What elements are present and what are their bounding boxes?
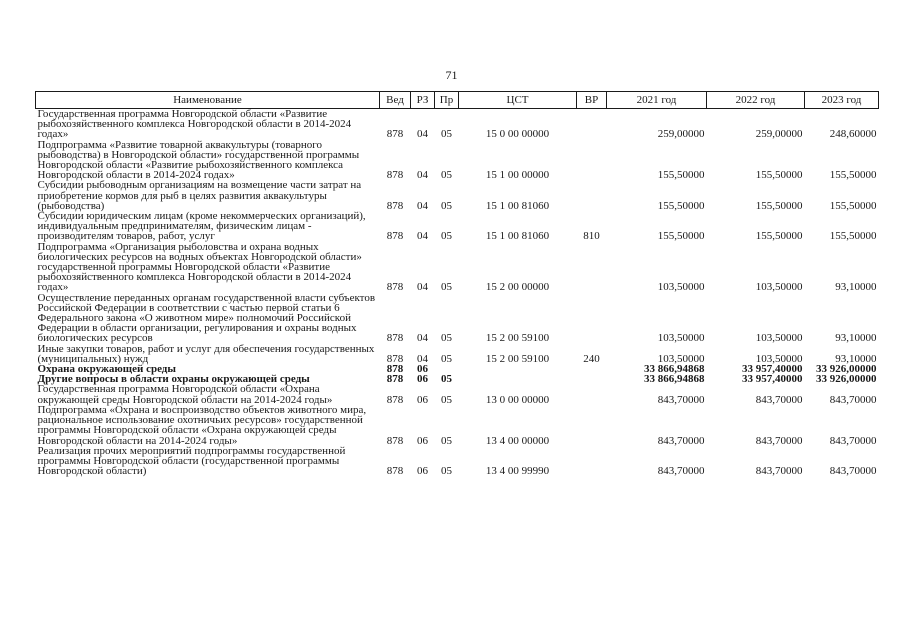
cell-vr: 240 [583, 352, 600, 365]
cell-cst: 13 4 00 00000 [485, 434, 550, 447]
header-pr: Пр [435, 92, 459, 109]
cell-name: Иные закупки товаров, работ и услуг для обеспечения государственных (муниципальных) нужд [37, 342, 375, 365]
cell-name: Субсидии рыбоводным организациям на возмещение части затрат на приобретение кормов для рыб в целях развития аквакультуры (рыбоводства) [37, 179, 362, 212]
cell-y2022: 843,70000 [755, 434, 803, 447]
cell-ved: 878 [386, 230, 404, 243]
cell-pr: 05 [441, 465, 452, 478]
header-2022: 2022 год [707, 92, 805, 109]
cell-name: Подпрограмма «Организация рыболовства и охрана водных биологических ресурсов на водных объектах Новгородской области» государственной программы Новгородской области «Развитие рыбохозяйственного комплекса Новгородской области в 2014-2024 годах» [37, 240, 362, 294]
cell-cst: 15 1 00 00000 [485, 169, 550, 182]
cell-name: Государственная программа Новгородской области «Развитие рыбохозяйственного комплекса Новгородской области в 2014-2024 годах» [37, 108, 352, 141]
cell-y2021: 103,50000 [657, 281, 705, 294]
cell-vr [577, 364, 607, 374]
cell-ved: 878 [386, 281, 404, 294]
cell-vr [577, 242, 607, 293]
cell-y2021: 843,70000 [657, 465, 705, 478]
cell-y2022: 259,00000 [755, 128, 803, 141]
cell-y2023: 155,50000 [829, 199, 877, 212]
cell-y2022: 843,70000 [755, 393, 803, 406]
cell-y2022: 103,50000 [755, 352, 803, 365]
cell-cst: 13 0 00 00000 [485, 393, 550, 406]
cell-cst: 15 2 00 00000 [485, 281, 550, 294]
cell-y2021: 103,50000 [657, 332, 705, 345]
table-row [36, 109, 879, 140]
cell-rz: 04 [417, 199, 428, 212]
cell-y2021: 155,50000 [657, 230, 705, 243]
cell-vr [577, 384, 607, 404]
cell-ved: 878 [386, 332, 404, 345]
cell-y2022: 103,50000 [755, 332, 803, 345]
cell-rz: 06 [417, 465, 428, 478]
cell-y2021: 155,50000 [657, 169, 705, 182]
table-row [36, 384, 879, 404]
cell-y2023: 93,10000 [835, 352, 877, 365]
cell-name: Реализация прочих мероприятий подпрограммы государственной программы Новгородской области (государственной программы Новгородской области) [37, 444, 346, 478]
cell-rz: 06 [417, 434, 428, 447]
header-2023: 2023 год [805, 92, 879, 109]
cell-y2022: 155,50000 [755, 169, 803, 182]
cell-vr [577, 140, 607, 181]
cell-cst: 15 1 00 81060 [485, 230, 550, 243]
cell-rz: 04 [417, 281, 428, 294]
cell-vr [577, 293, 607, 344]
cell-y2022: 843,70000 [755, 465, 803, 478]
cell-y2023: 248,60000 [829, 128, 877, 141]
cell-ved: 878 [386, 434, 404, 447]
cell-rz: 04 [417, 332, 428, 345]
cell-ved: 878 [386, 363, 404, 376]
page-number: 71 [445, 68, 458, 82]
cell-y2022: 33 957,40000 [742, 373, 803, 386]
cell-pr: 05 [441, 281, 452, 294]
cell-ved: 878 [386, 352, 404, 365]
cell-pr: 05 [441, 373, 452, 386]
cell-cst: 15 2 00 59100 [485, 332, 550, 345]
cell-ved: 878 [386, 465, 404, 478]
table-row [36, 344, 879, 364]
header-vr: ВР [577, 92, 607, 109]
cell-y2021: 259,00000 [657, 128, 705, 141]
cell-vr: 810 [583, 230, 600, 243]
cell-name: Субсидии юридическим лицам (кроме некоммерческих организаций), индивидуальным предпринимателям, физическим лицам - производителям товаров, работ, услуг [37, 210, 366, 243]
cell-pr: 05 [441, 434, 452, 447]
cell-y2023: 843,70000 [829, 465, 877, 478]
cell-y2023: 155,50000 [829, 230, 877, 243]
cell-cst: 15 2 00 59100 [485, 352, 550, 365]
table-header [36, 92, 879, 109]
table-row [36, 446, 879, 477]
header-name: Наименование [36, 92, 380, 109]
cell-name: Государственная программа Новгородской области «Охрана окружающей среды Новгородской области на 2014-2024 годы» [37, 383, 333, 406]
budget-table [35, 91, 879, 476]
cell-pr: 05 [441, 352, 452, 365]
cell-y2023: 33 926,00000 [816, 363, 877, 376]
cell-cst: 15 0 00 00000 [485, 128, 550, 141]
cell-y2021: 155,50000 [657, 199, 705, 212]
cell-y2023: 93,10000 [835, 281, 877, 294]
table-row [36, 180, 879, 211]
cell-ved: 878 [386, 393, 404, 406]
cell-name: Подпрограмма «Охрана и воспроизводство объектов животного мира, рациональное использование охотничьих ресурсов» государственной программы Новгородской области «Охрана окружающей среды Новгородской области на 2014-2024 годы» [37, 403, 367, 447]
cell-name: Подпрограмма «Развитие товарной аквакультуры (товарного рыбоводства) в Новгородской области» государственной программы Новгородской области «Развитие рыбохозяйственного комплекса Новгородской области в 2014-2024 годах» [37, 138, 360, 182]
cell-y2021: 103,50000 [657, 352, 705, 365]
cell-y2022: 33 957,40000 [742, 363, 803, 376]
cell-y2021: 33 866,94868 [644, 363, 705, 376]
cell-cst [459, 374, 577, 384]
cell-vr [577, 446, 607, 477]
cell-y2022: 155,50000 [755, 230, 803, 243]
cell-y2021: 843,70000 [657, 393, 705, 406]
cell-cst [459, 364, 577, 374]
cell-y2023: 843,70000 [829, 393, 877, 406]
cell-name: Другие вопросы в области охраны окружающей среды [37, 373, 310, 386]
header-cst: ЦСТ [459, 92, 577, 109]
cell-pr: 05 [441, 332, 452, 345]
cell-ved: 878 [386, 373, 404, 386]
cell-vr [577, 180, 607, 211]
cell-ved: 878 [386, 169, 404, 182]
cell-vr [577, 405, 607, 446]
cell-rz: 06 [417, 373, 428, 386]
cell-cst: 15 1 00 81060 [485, 199, 550, 212]
table-row [36, 140, 879, 181]
cell-rz: 04 [417, 230, 428, 243]
cell-y2022: 155,50000 [755, 199, 803, 212]
cell-y2023: 155,50000 [829, 169, 877, 182]
header-rz: РЗ [411, 92, 435, 109]
cell-y2023: 843,70000 [829, 434, 877, 447]
cell-name: Охрана окружающей среды [37, 363, 176, 376]
cell-cst: 13 4 00 99990 [485, 465, 550, 478]
cell-y2021: 33 866,94868 [644, 373, 705, 386]
cell-y2023: 93,10000 [835, 332, 877, 345]
cell-y2021: 843,70000 [657, 434, 705, 447]
cell-pr: 05 [441, 393, 452, 406]
cell-y2022: 103,50000 [755, 281, 803, 294]
cell-pr: 05 [441, 169, 452, 182]
cell-vr [577, 109, 607, 140]
cell-pr: 05 [441, 199, 452, 212]
cell-rz: 04 [417, 128, 428, 141]
cell-pr: 05 [441, 230, 452, 243]
cell-rz: 04 [417, 169, 428, 182]
cell-pr: 05 [441, 128, 452, 141]
table-row [36, 405, 879, 446]
table-body [36, 109, 879, 477]
cell-y2023: 33 926,00000 [816, 373, 877, 386]
cell-rz: 04 [417, 352, 428, 365]
table-row [36, 211, 879, 242]
cell-rz: 06 [417, 363, 428, 376]
cell-ved: 878 [386, 128, 404, 141]
cell-rz: 06 [417, 393, 428, 406]
header-2021: 2021 год [607, 92, 707, 109]
cell-vr [577, 374, 607, 384]
header-ved: Вед [380, 92, 411, 109]
cell-ved: 878 [386, 199, 404, 212]
table-row [36, 242, 879, 293]
table-row [36, 293, 879, 344]
cell-name: Осуществление переданных органам государственной власти субъектов Российской Федерации в соответствии с частью первой статьи 6 Федерального закона «О животном мире» полномочий Российской Федерации в области организации, регулирования и охраны водных биологических ресурсов [37, 291, 376, 345]
